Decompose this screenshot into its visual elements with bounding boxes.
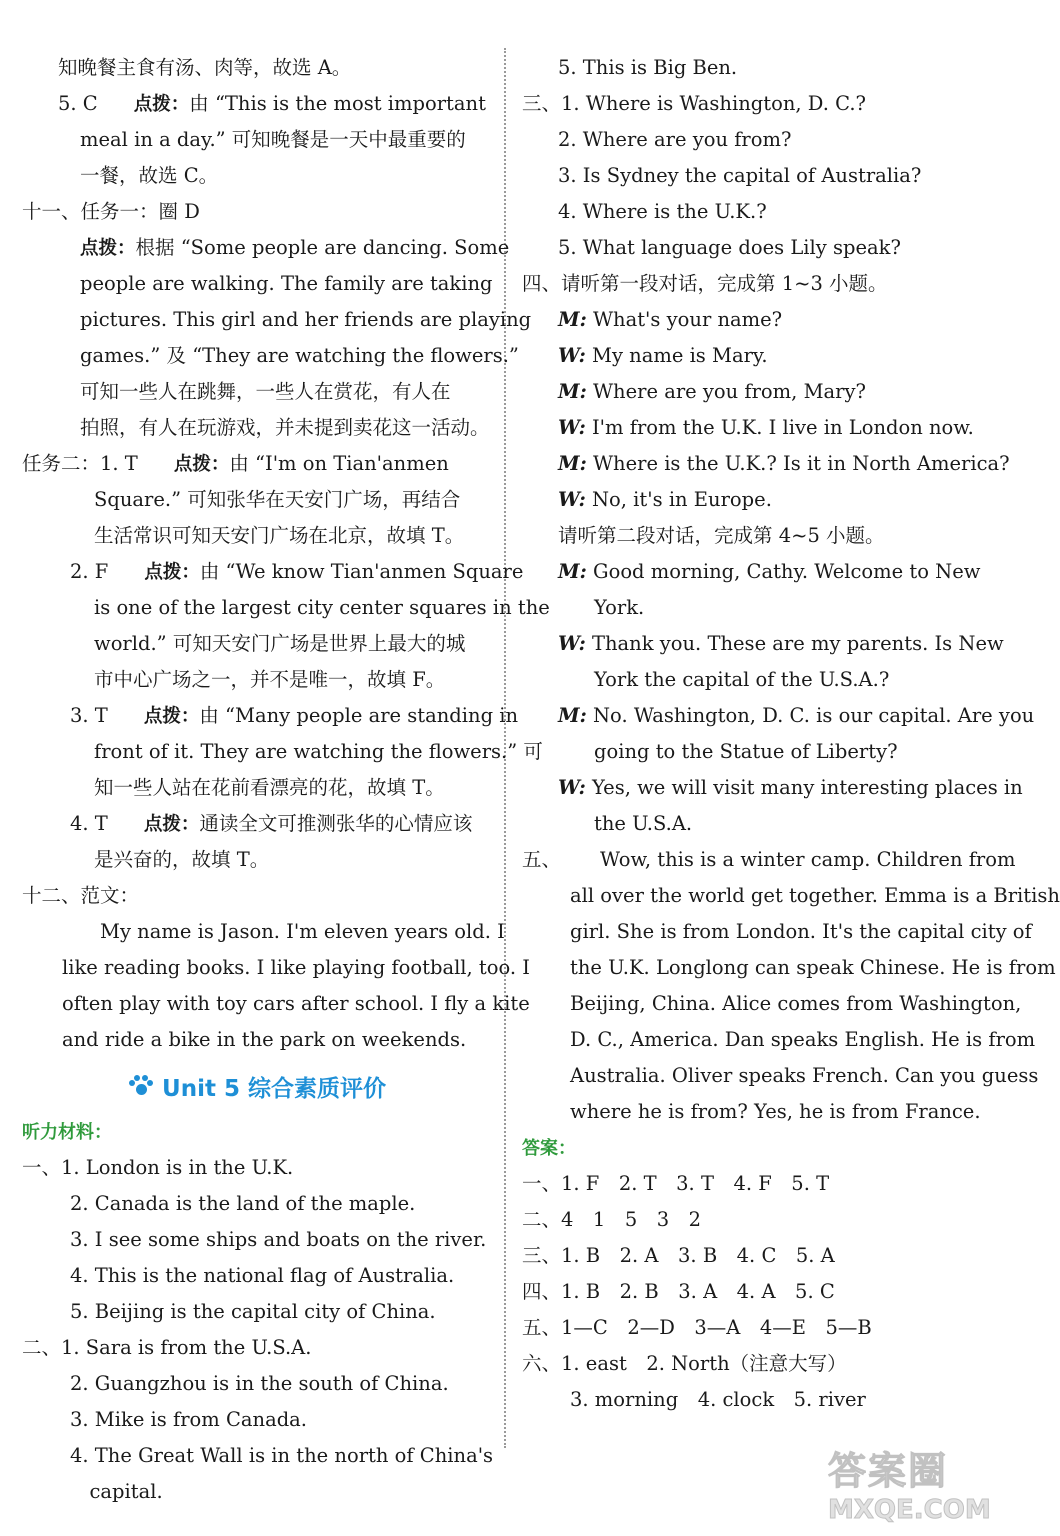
watermark-big: 答案圈 bbox=[828, 1449, 949, 1493]
answers-label-line bbox=[522, 1130, 996, 1166]
text-line bbox=[522, 86, 996, 122]
unit-title-text: Unit 5 综合素质评价 bbox=[162, 1075, 386, 1102]
line-text: No, it's in Europe. bbox=[585, 488, 772, 511]
line-prefix: 五、 bbox=[522, 848, 562, 871]
unit-title bbox=[22, 1058, 492, 1114]
text-line bbox=[522, 842, 1016, 878]
line-text: capital. bbox=[70, 1480, 163, 1503]
text-line bbox=[22, 842, 492, 878]
text-line bbox=[22, 482, 492, 518]
line-text: 3. Is Sydney the capital of Australia? bbox=[558, 164, 922, 187]
speaker-label: M: bbox=[558, 380, 587, 403]
line-text: York the capital of the U.S.A.? bbox=[594, 668, 890, 691]
line-text: Australia. Oliver speaks French. Can you guess bbox=[570, 1064, 1039, 1087]
text-line bbox=[22, 1330, 492, 1366]
line-prefix: 三、1. B 2. A 3. B 4. C 5. A bbox=[522, 1244, 835, 1267]
line-text: I'm from the U.K. I live in London now. bbox=[585, 416, 974, 439]
text-line bbox=[22, 1258, 492, 1294]
text-line bbox=[22, 734, 543, 770]
paw-icon bbox=[128, 1075, 154, 1097]
text-line bbox=[22, 50, 492, 86]
line-prefix: 2. F bbox=[70, 560, 109, 583]
text-line bbox=[22, 446, 492, 482]
text-line bbox=[522, 1094, 996, 1130]
line-text: 4. Where is the U.K.? bbox=[558, 200, 767, 223]
line-text: York. bbox=[594, 596, 645, 619]
line-text: Good morning, Cathy. Welcome to New bbox=[586, 560, 981, 583]
text-line bbox=[22, 1186, 492, 1222]
text-line bbox=[522, 1238, 996, 1274]
line-text: 由 “I'm on Tian'anmen bbox=[229, 452, 449, 475]
line-prefix: 任务二：1. T bbox=[22, 452, 138, 475]
listening-lines-left bbox=[22, 1150, 492, 1510]
text-line bbox=[522, 770, 1023, 806]
speaker-label: M: bbox=[558, 452, 587, 475]
text-line bbox=[22, 518, 492, 554]
line-text: 生活常识可知天安门广场在北京，故填 T。 bbox=[94, 524, 465, 547]
answer-lines bbox=[522, 1166, 996, 1418]
text-line bbox=[522, 734, 996, 770]
line-text: the U.S.A. bbox=[594, 812, 693, 835]
listening-label: 听力材料： bbox=[22, 1122, 112, 1143]
left-answer-lines bbox=[22, 50, 550, 1058]
line-text: front of it. They are watching the flowers.” 可 bbox=[94, 740, 543, 763]
line-text: girl. She is from London. It's the capital city of bbox=[570, 920, 1032, 943]
text-line bbox=[22, 806, 492, 842]
line-text: 2. Guangzhou is in the south of China. bbox=[70, 1372, 449, 1395]
line-text: Beijing, China. Alice comes from Washington, bbox=[570, 992, 1022, 1015]
text-line bbox=[22, 914, 505, 950]
line-text: 5. This is Big Ben. bbox=[558, 56, 738, 79]
text-line bbox=[522, 158, 996, 194]
text-line bbox=[522, 230, 996, 266]
line-text: the U.K. Longlong can speak Chinese. He is from bbox=[570, 956, 1056, 979]
line-text: 3. Mike is from Canada. bbox=[70, 1408, 308, 1431]
line-text: often play with toy cars after school. I fly a kite bbox=[62, 992, 530, 1015]
hint-keyword: 点拨： bbox=[173, 454, 230, 475]
text-line bbox=[522, 1346, 996, 1382]
line-prefix: 4. T bbox=[70, 812, 108, 835]
text-line bbox=[522, 1202, 996, 1238]
text-line bbox=[22, 194, 492, 230]
speaker-label: M: bbox=[558, 704, 587, 727]
line-text: 一餐，故选 C。 bbox=[80, 164, 219, 187]
line-text: 3. I see some ships and boats on the river. bbox=[70, 1228, 487, 1251]
speaker-label: W: bbox=[558, 632, 586, 655]
line-prefix: 二、4 1 5 3 2 bbox=[522, 1208, 702, 1231]
line-text: 5. Beijing is the capital city of China. bbox=[70, 1300, 436, 1323]
text-line bbox=[522, 410, 996, 446]
text-line bbox=[522, 194, 996, 230]
hint-keyword: 点拨： bbox=[143, 814, 200, 835]
watermark-small: MXQE.COM bbox=[828, 1495, 991, 1525]
line-text: 由 “This is the most important bbox=[189, 92, 486, 115]
line-text: 根据 “Some people are dancing. Some bbox=[135, 236, 510, 259]
hint-keyword: 点拨： bbox=[80, 238, 136, 259]
line-text: 3. morning 4. clock 5. river bbox=[570, 1388, 866, 1411]
line-text: Where is the U.K.? Is it in North America? bbox=[586, 452, 1010, 475]
text-line bbox=[522, 1382, 996, 1418]
speaker-label: W: bbox=[558, 776, 586, 799]
text-line bbox=[522, 1022, 1036, 1058]
line-prefix: 十二、范文： bbox=[22, 884, 140, 907]
line-prefix: 四、1. B 2. B 3. A 4. A 5. C bbox=[522, 1280, 835, 1303]
line-prefix: 三、1. Where is Washington, D. C.? bbox=[522, 92, 867, 115]
listening-lines-right bbox=[522, 50, 1060, 1130]
text-line bbox=[522, 1166, 996, 1202]
text-line bbox=[22, 1222, 492, 1258]
hint-keyword: 点拨： bbox=[144, 562, 200, 583]
text-line bbox=[522, 878, 1060, 914]
line-text: 可知一些人在跳舞，一些人在赏花，有人在 bbox=[80, 380, 451, 403]
text-line bbox=[522, 950, 1056, 986]
line-text: Yes, we will visit many interesting places in bbox=[585, 776, 1023, 799]
text-line bbox=[522, 1058, 1039, 1094]
line-text: D. C., America. Dan speaks English. He is from bbox=[570, 1028, 1036, 1051]
line-text: meal in a day.” 可知晚餐是一天中最重要的 bbox=[80, 128, 466, 151]
text-line bbox=[22, 554, 524, 590]
line-text: 由 “We know Tian'anmen Square bbox=[199, 560, 524, 583]
line-text: 5. What language does Lily speak? bbox=[558, 236, 901, 259]
text-line bbox=[22, 590, 550, 626]
line-text: 市中心广场之一，并不是唯一，故填 F。 bbox=[94, 668, 446, 691]
text-line bbox=[522, 986, 1022, 1022]
text-line bbox=[522, 122, 996, 158]
text-line bbox=[22, 1150, 492, 1186]
text-line bbox=[522, 590, 996, 626]
hint-keyword: 点拨： bbox=[143, 706, 200, 727]
text-line bbox=[522, 662, 996, 698]
line-prefix: 5. C bbox=[58, 92, 98, 115]
line-text: is one of the largest city center squares in the bbox=[94, 596, 550, 619]
line-text: world.” 可知天安门广场是世界上最大的城 bbox=[94, 632, 466, 655]
listening-label-line bbox=[22, 1114, 492, 1150]
line-text: 2. Where are you from? bbox=[558, 128, 792, 151]
text-line bbox=[522, 698, 1035, 734]
text-line bbox=[22, 1402, 492, 1438]
line-text: 知晚餐主食有汤、肉等，故选 A。 bbox=[58, 56, 352, 79]
line-text: My name is Jason. I'm eleven years old. I bbox=[22, 920, 505, 943]
line-text: My name is Mary. bbox=[585, 344, 768, 367]
text-line bbox=[522, 446, 1010, 482]
text-line bbox=[22, 878, 492, 914]
line-text: 拍照，有人在玩游戏，并未提到卖花这一活动。 bbox=[80, 416, 490, 439]
text-line bbox=[22, 410, 492, 446]
line-prefix: 一、1. F 2. T 3. T 4. F 5. T bbox=[522, 1172, 830, 1195]
speaker-label: M: bbox=[558, 560, 587, 583]
text-line bbox=[22, 230, 510, 266]
line-text: 2. Canada is the land of the maple. bbox=[70, 1192, 416, 1215]
line-text: and ride a bike in the park on weekends. bbox=[62, 1028, 467, 1051]
text-line bbox=[22, 158, 492, 194]
line-text: Wow, this is a winter camp. Children from bbox=[561, 848, 1016, 871]
line-text: Square.” 可知张华在天安门广场，再结合 bbox=[94, 488, 461, 511]
text-line bbox=[22, 1366, 492, 1402]
text-line bbox=[522, 50, 996, 86]
line-text: 4. The Great Wall is in the north of China's bbox=[70, 1444, 494, 1467]
speaker-label: W: bbox=[558, 416, 586, 439]
line-text: 知一些人站在花前看漂亮的花，故填 T。 bbox=[94, 776, 445, 799]
text-line bbox=[522, 374, 996, 410]
text-line bbox=[522, 554, 996, 590]
text-line bbox=[522, 266, 996, 302]
line-text: people are walking. The family are taking bbox=[80, 272, 493, 295]
text-line bbox=[22, 950, 531, 986]
line-text: games.” 及 “They are watching the flowers.” bbox=[80, 344, 519, 367]
text-line bbox=[22, 1294, 492, 1330]
text-line bbox=[22, 86, 492, 122]
hint-keyword: 点拨： bbox=[133, 94, 190, 115]
line-text: Thank you. These are my parents. Is New bbox=[585, 632, 1004, 655]
right-column bbox=[522, 50, 1060, 1418]
speaker-label: W: bbox=[558, 488, 586, 511]
line-text: pictures. This girl and her friends are playing bbox=[80, 308, 532, 331]
line-prefix: 十一、任务一：圈 D bbox=[22, 200, 200, 223]
text-line bbox=[22, 302, 532, 338]
line-text: all over the world get together. Emma is a British bbox=[570, 884, 1060, 907]
line-text: Where are you from, Mary? bbox=[586, 380, 866, 403]
text-line bbox=[22, 122, 492, 158]
text-line bbox=[522, 302, 996, 338]
line-text: like reading books. I like playing football, too. I bbox=[62, 956, 531, 979]
text-line bbox=[522, 482, 996, 518]
line-text: where he is from? Yes, he is from France. bbox=[570, 1100, 981, 1123]
text-line bbox=[22, 338, 519, 374]
text-line bbox=[22, 1022, 492, 1058]
line-prefix: 四、请听第一段对话，完成第 1~3 小题。 bbox=[522, 272, 888, 295]
text-line bbox=[22, 662, 492, 698]
line-text: 请听第二段对话，完成第 4~5 小题。 bbox=[558, 524, 885, 547]
line-prefix: 3. T bbox=[70, 704, 108, 727]
text-line bbox=[22, 626, 492, 662]
line-text: No. Washington, D. C. is our capital. Are you bbox=[586, 704, 1035, 727]
line-text: going to the Statue of Liberty? bbox=[594, 740, 898, 763]
line-text: 是兴奋的，故填 T。 bbox=[94, 848, 270, 871]
text-line bbox=[22, 266, 492, 302]
line-prefix: 六、1. east 2. North（注意大写） bbox=[522, 1352, 847, 1375]
text-line bbox=[22, 1474, 492, 1510]
text-line bbox=[22, 986, 530, 1022]
text-line bbox=[522, 914, 1032, 950]
text-line bbox=[522, 518, 996, 554]
line-prefix: 一、1. London is in the U.K. bbox=[22, 1156, 294, 1179]
line-prefix: 二、1. Sara is from the U.S.A. bbox=[22, 1336, 312, 1359]
answers-label: 答案： bbox=[522, 1138, 576, 1159]
speaker-label: W: bbox=[558, 344, 586, 367]
text-line bbox=[522, 1274, 996, 1310]
speaker-label: M: bbox=[558, 308, 587, 331]
text-line bbox=[22, 698, 519, 734]
line-text: 4. This is the national flag of Australia. bbox=[70, 1264, 455, 1287]
line-text: What's your name? bbox=[586, 308, 783, 331]
text-line bbox=[522, 1310, 996, 1346]
line-text: 由 “Many people are standing in bbox=[199, 704, 519, 727]
text-line bbox=[22, 374, 492, 410]
line-prefix: 五、1—C 2—D 3—A 4—E 5—B bbox=[522, 1316, 872, 1339]
text-line bbox=[22, 770, 492, 806]
text-line bbox=[522, 626, 1004, 662]
text-line bbox=[522, 338, 996, 374]
line-text: 通读全文可推测张华的心情应该 bbox=[199, 812, 473, 835]
watermark-logo bbox=[828, 1440, 998, 1530]
text-line bbox=[522, 806, 996, 842]
text-line bbox=[22, 1438, 492, 1474]
